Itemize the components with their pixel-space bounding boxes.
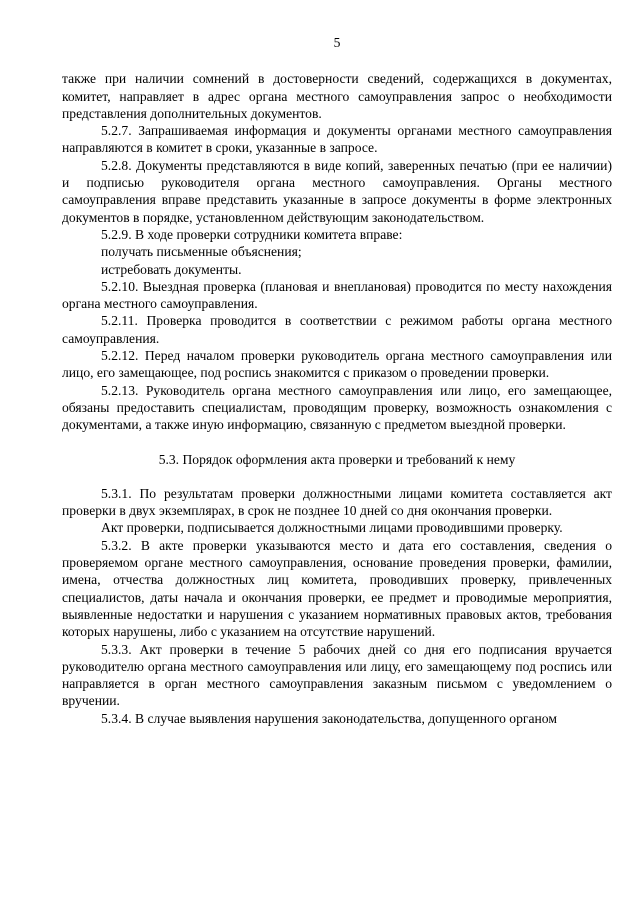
paragraph-5-3-1: 5.3.1. По результатам проверки должностными лицами комитета составляется акт проверки в двух экземплярах, в срок не позднее 10 дней со дня окончания проверки. [62,485,612,519]
paragraph-5-3-3: 5.3.3. Акт проверки в течение 5 рабочих дней со дня его подписания вручается руководителю органа местного самоуправления или лицу, его замещающему под роспись или направляется в орган местного самоуправления заказным письмом с уведомлением о вручении. [62,641,612,709]
paragraph-5-3-4: 5.3.4. В случае выявления нарушения законодательства, допущенного органом [101,710,557,726]
paragraph-5-2-8: 5.2.8. Документы представляются в виде копий, заверенных печатью (при ее наличии) и подписью руководителя органа местного самоуправления. Органы местного самоуправления вправе представить указанные в запросе документы в форме электронных документов в порядке, установленном действующим законодательством. [62,157,612,225]
list-item-explanations: получать письменные объяснения; [101,244,302,260]
paragraph-5-3-2: 5.3.2. В акте проверки указываются место и дата его составления, сведения о проверяемом органе местного самоуправления, основание проведения проверки, фамилии, имена, отчества должностных лиц комитета, проводивших проверку, привлеченных специалистов, даты начала и окончания проверки, ее предмет и проводимые мероприятия, выявленные недостатки и нарушения с указанием нормативных правовых актов, требования которых нарушены, либо с указанием на отсутствие нарушений. [62,537,612,640]
list-item-documents: истребовать документы. [101,261,242,277]
page-number: 5 [333,35,341,50]
section-heading: 5.3. Порядок оформления акта проверки и требований к нему [158,451,516,467]
paragraph-5-2-13: 5.2.13. Руководитель органа местного самоуправления или лицо, его замещающее, обязаны предоставить специалистам, проводящим проверку, возможность ознакомления с документами, а также иную информацию, связанную с предметом выездной проверки. [62,382,612,433]
paragraph-5-2-9: 5.2.9. В ходе проверки сотрудники комитета вправе: [101,226,403,242]
paragraph-5-2-11: 5.2.11. Проверка проводится в соответствии с режимом работы органа местного самоуправления. [62,313,612,346]
paragraph-5-2-10: 5.2.10. Выездная проверка (плановая и внеплановая) проводится по месту нахождения органа местного самоуправления. [62,278,612,312]
paragraph-5-2-7: 5.2.7. Запрашиваемая информация и документы органами местного самоуправления направляются в комитет в сроки, указанные в запросе. [62,123,612,156]
document-page [62,34,612,727]
paragraph-5-2-12: 5.2.12. Перед началом проверки руководитель органа местного самоуправления или лицо, его замещающее, под роспись знакомится с приказом о проведении проверки. [62,348,612,381]
paragraph-continuation: также при наличии сомнений в достоверности сведений, содержащихся в документах, комитет, направляет в адрес органа местного самоуправления запрос о необходимости представления дополнительных документов. [62,71,612,121]
paragraph-act-signing: Акт проверки, подписывается должностными лицами проводившими проверку. [101,520,563,536]
